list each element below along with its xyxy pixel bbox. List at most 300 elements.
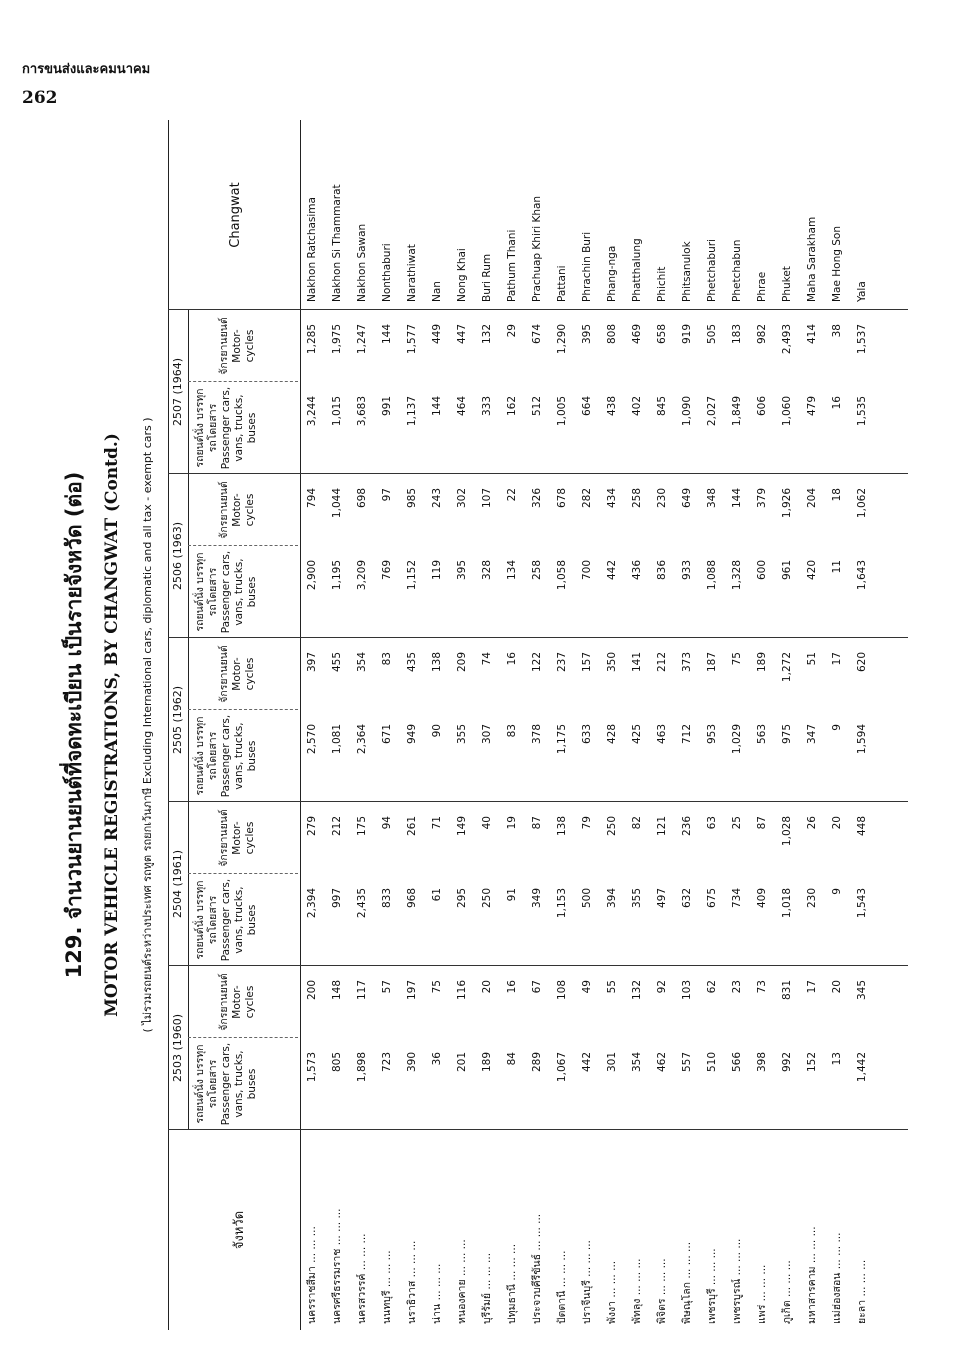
table-cell-value: 1,137 [406,396,418,427]
table-cell-value: 649 [681,488,693,509]
table-cell-value: 144 [731,488,743,509]
passenger-header: รถยนต์นั่ง บรรทุก รถโดยสาร Passenger cars, vans, trucks, buses [194,1042,258,1126]
top-rule [168,120,169,1330]
province-name-th: มหาสารคาม ... ... ... [806,1226,818,1324]
table-cell-value: 200 [306,980,318,1001]
table-cell-value: 116 [456,980,468,1001]
table-cell-value: 512 [531,396,543,417]
table-cell-value: 712 [681,724,693,745]
table-note: ( ไม่รวมรถยนต์ระหว่างประเทศ รถทูต รถยกเว้นภาษี Excluding International cars, diplomatic and all tax - exempt cars ) [141,417,154,1033]
table-cell-value: 985 [406,488,418,509]
divider-sub [188,873,298,874]
province-name-en: Phichit [656,266,668,302]
data-table [168,120,920,1330]
province-name-en: Nakhon Sawan [356,223,368,302]
table-cell-value: 794 [306,488,318,509]
column-header-province-en: Changwat [228,182,243,248]
table-cell-value: 355 [631,888,643,909]
table-cell-value: 144 [431,396,443,417]
table-cell-value: 302 [456,488,468,509]
table-cell-value: 434 [606,488,618,509]
table-cell-value: 805 [331,1052,343,1073]
table-cell-value: 57 [381,980,393,994]
table-cell-value: 949 [406,724,418,745]
table-cell-value: 148 [331,980,343,1001]
table-cell-value: 289 [531,1052,543,1073]
table-cell-value: 301 [606,1052,618,1073]
table-cell-value: 83 [381,652,393,666]
table-cell-value: 664 [581,396,593,417]
table-cell-value: 1,594 [856,724,868,755]
province-name-en: Buri Rum [481,253,493,302]
table-cell-value: 420 [806,560,818,581]
province-name-th: น่าน ... ... ... [431,1263,443,1324]
table-cell-value: 438 [606,396,618,417]
table-cell-value: 1,247 [356,324,368,355]
table-cell-value: 479 [806,396,818,417]
divider-sub [188,709,298,710]
table-cell-value: 152 [806,1052,818,1073]
table-cell-value: 138 [556,816,568,837]
table-cell-value: 505 [706,324,718,345]
province-name-th: ปัตตานี ... ... ... [556,1250,568,1324]
table-cell-value: 436 [631,560,643,581]
table-cell-value: 1,328 [731,560,743,591]
table-cell-value: 1,005 [556,396,568,427]
table-cell-value: 464 [456,396,468,417]
table-cell-value: 769 [381,560,393,581]
table-cell-value: 38 [831,324,843,338]
table-cell-value: 3,209 [356,560,368,591]
table-cell-value: 183 [731,324,743,345]
table-cell-value: 435 [406,652,418,673]
table-cell-value: 414 [806,324,818,345]
table-cell-value: 1,975 [331,324,343,355]
table-cell-value: 2,493 [781,324,793,355]
table-cell-value: 83 [506,724,518,738]
table-cell-value: 197 [406,980,418,1001]
province-name-en: Nakhon Ratchasima [306,197,318,302]
province-name-en: Nakhon Si Thammarat [331,184,343,302]
motorcycle-header: จักรยานยนต์ Motor- cycles [218,481,256,539]
table-cell-value: 94 [381,816,393,830]
table-cell-value: 3,683 [356,396,368,427]
table-cell-value: 2,900 [306,560,318,591]
table-cell-value: 189 [481,1052,493,1073]
year-header: 2504 (1961) [171,849,184,919]
table-cell-value: 16 [831,396,843,410]
province-name-en: Phrachin Buri [581,231,593,302]
table-cell-value: 675 [706,888,718,909]
table-cell-value: 9 [831,888,843,895]
table-cell-value: 442 [606,560,618,581]
table-cell-value: 409 [756,888,768,909]
table-cell-value: 982 [756,324,768,345]
table-cell-value: 20 [481,980,493,994]
table-cell-value: 1,272 [781,652,793,683]
table-cell-value: 107 [481,488,493,509]
table-title-english: MOTOR VEHICLE REGISTRATIONS, BY CHANGWAT (Contd.) [102,433,122,1017]
table-cell-value: 144 [381,324,393,345]
table-cell-value: 295 [456,888,468,909]
table-cell-value: 398 [756,1052,768,1073]
table-cell-value: 141 [631,652,643,673]
table-cell-value: 108 [556,980,568,1001]
province-name-th: นครสวรรค์ ... ... ... [356,1233,368,1324]
table-cell-value: 698 [356,488,368,509]
table-cell-value: 379 [756,488,768,509]
province-name-en: Prachuap Khiri Khan [531,195,543,302]
page-number: 262 [22,88,58,108]
table-cell-value: 29 [506,324,518,338]
table-cell-value: 831 [781,980,793,1001]
province-name-th: ปทุมธานี ... ... ... [506,1243,518,1324]
passenger-header: รถยนต์นั่ง บรรทุก รถโดยสาร Passenger cars, vans, trucks, buses [194,386,258,470]
table-cell-value: 18 [831,488,843,502]
table-cell-value: 201 [456,1052,468,1073]
province-name-th: ปราจีนบุรี ... ... ... [581,1240,593,1324]
table-cell-value: 355 [456,724,468,745]
table-cell-value: 16 [506,980,518,994]
table-cell-value: 1,290 [556,324,568,355]
table-cell-value: 836 [656,560,668,581]
table-cell-value: 84 [506,1052,518,1066]
table-cell-value: 997 [331,888,343,909]
table-cell-value: 282 [581,488,593,509]
table-cell-value: 992 [781,1052,793,1073]
table-cell-value: 632 [681,888,693,909]
province-name-en: Phetchaburi [706,239,718,302]
table-cell-value: 349 [531,888,543,909]
province-name-th: แพร่ ... ... ... [756,1264,768,1324]
table-cell-value: 209 [456,652,468,673]
table-cell-value: 157 [581,652,593,673]
motorcycle-header: จักรยานยนต์ Motor- cycles [218,317,256,375]
province-name-th: ประจวบคีรีขันธ์ ... ... ... [531,1213,543,1324]
table-cell-value: 2,027 [706,396,718,427]
table-cell-value: 187 [706,652,718,673]
table-cell-value: 510 [706,1052,718,1073]
table-cell-value: 1,088 [706,560,718,591]
province-name-en: Phrae [756,271,768,302]
table-cell-value: 700 [581,560,593,581]
table-cell-value: 261 [406,816,418,837]
table-cell-value: 90 [431,724,443,738]
table-title-thai: 129. จำนวนยานยนต์ที่จดทะเบียน เป็นรายจังหวัด (ต่อ) [62,471,86,979]
province-name-en: Nonthaburi [381,243,393,302]
province-name-th: นครศรีธรรมราช ... ... ... [331,1208,343,1324]
table-cell-value: 395 [581,324,593,345]
province-name-th: พังงา ... ... ... [606,1260,618,1324]
table-cell-value: 73 [756,980,768,994]
table-cell-value: 132 [481,324,493,345]
table-cell-value: 390 [406,1052,418,1073]
province-name-en: Narathiwat [406,244,418,302]
divider-sub [188,381,298,382]
table-cell-value: 1,898 [356,1052,368,1083]
year-header: 2503 (1960) [171,1013,184,1083]
table-cell-value: 279 [306,816,318,837]
year-header: 2505 (1962) [171,685,184,755]
table-cell-value: 26 [806,816,818,830]
table-cell-value: 968 [406,888,418,909]
table-cell-value: 11 [831,560,843,574]
table-cell-value: 250 [481,888,493,909]
table-cell-value: 326 [531,488,543,509]
table-cell-value: 671 [381,724,393,745]
table-cell-value: 71 [431,816,443,830]
table-cell-value: 833 [381,888,393,909]
table-cell-value: 449 [431,324,443,345]
table-cell-value: 1,067 [556,1052,568,1083]
table-cell-value: 189 [756,652,768,673]
table-cell-value: 345 [856,980,868,1001]
table-cell-value: 134 [506,560,518,581]
year-header: 2507 (1964) [171,357,184,427]
province-name-en: Phatthalung [631,238,643,302]
table-cell-value: 428 [606,724,618,745]
table-cell-value: 75 [731,652,743,666]
table-cell-value: 236 [681,816,693,837]
passenger-header: รถยนต์นั่ง บรรทุก รถโดยสาร Passenger cars, vans, trucks, buses [194,878,258,962]
table-cell-value: 122 [531,652,543,673]
province-name-th: เพชรบูรณ์ ... ... ... [731,1238,743,1324]
table-cell-value: 63 [706,816,718,830]
column-header-province-th: จังหวัด [232,1210,247,1250]
table-cell-value: 87 [531,816,543,830]
table-cell-value: 448 [856,816,868,837]
table-cell-value: 117 [356,980,368,1001]
table-cell-value: 347 [806,724,818,745]
table-cell-value: 678 [556,488,568,509]
table-cell-value: 19 [506,816,518,830]
table-cell-value: 620 [856,652,868,673]
table-cell-value: 230 [806,888,818,909]
table-cell-value: 103 [681,980,693,1001]
table-cell-value: 9 [831,724,843,731]
table-cell-value: 1,018 [781,888,793,919]
table-cell-value: 204 [806,488,818,509]
table-cell-value: 1,081 [331,724,343,755]
table-cell-value: 373 [681,652,693,673]
province-name-en: Pathum Thani [506,229,518,302]
table-cell-value: 1,060 [781,396,793,427]
table-cell-value: 17 [806,980,818,994]
province-name-en: Phetchabun [731,239,743,302]
table-cell-value: 1,153 [556,888,568,919]
table-cell-value: 1,577 [406,324,418,355]
table-cell-value: 25 [731,816,743,830]
table-cell-value: 49 [581,980,593,994]
table-cell-value: 51 [806,652,818,666]
province-name-en: Nan [431,281,443,302]
table-cell-value: 402 [631,396,643,417]
table-cell-value: 20 [831,816,843,830]
table-cell-value: 1,543 [856,888,868,919]
motorcycle-header: จักรยานยนต์ Motor- cycles [218,645,256,703]
province-name-en: Maha Sarakham [806,216,818,302]
province-name-en: Mae Hong Son [831,225,843,302]
divider-sub [188,1037,298,1038]
province-name-th: นครราชสีมา ... ... ... [306,1226,318,1324]
table-cell-value: 3,244 [306,396,318,427]
table-cell-value: 991 [381,396,393,417]
table-cell-value: 723 [381,1052,393,1073]
table-cell-value: 1,062 [856,488,868,519]
table-cell-value: 1,044 [331,488,343,519]
motorcycle-header: จักรยานยนต์ Motor- cycles [218,973,256,1031]
table-cell-value: 212 [331,816,343,837]
table-cell-value: 333 [481,396,493,417]
table-cell-value: 469 [631,324,643,345]
province-name-th: นนทบุรี ... ... ... [381,1250,393,1324]
table-cell-value: 212 [656,652,668,673]
table-cell-value: 1,285 [306,324,318,355]
passenger-header: รถยนต์นั่ง บรรทุก รถโดยสาร Passenger cars, vans, trucks, buses [194,714,258,798]
table-cell-value: 132 [631,980,643,1001]
year-rule [188,310,189,1130]
table-cell-value: 1,537 [856,324,868,355]
province-name-en: Phuket [781,266,793,302]
table-cell-value: 425 [631,724,643,745]
table-cell-value: 1,058 [556,560,568,591]
table-cell-value: 237 [556,652,568,673]
table-cell-value: 354 [356,652,368,673]
table-cell-value: 975 [781,724,793,745]
table-cell-value: 463 [656,724,668,745]
province-name-th: บุรีรัมย์ ... ... ... [481,1252,493,1324]
table-cell-value: 1,849 [731,396,743,427]
table-cell-value: 2,364 [356,724,368,755]
header-rule [300,120,301,1330]
table-cell-value: 1,643 [856,560,868,591]
table-cell-value: 1,090 [681,396,693,427]
table-cell-value: 17 [831,652,843,666]
table-cell-value: 121 [656,816,668,837]
table-cell-value: 328 [481,560,493,581]
table-cell-value: 633 [581,724,593,745]
table-cell-value: 36 [431,1052,443,1066]
table-cell-value: 350 [606,652,618,673]
province-name-en: Pattani [556,265,568,302]
province-name-th: พิษณุโลก ... ... ... [681,1241,693,1324]
province-name-en: Yala [856,281,868,302]
table-cell-value: 22 [506,488,518,502]
table-cell-value: 2,394 [306,888,318,919]
table-cell-value: 62 [706,980,718,994]
table-cell-value: 91 [506,888,518,902]
table-cell-value: 20 [831,980,843,994]
table-cell-value: 258 [531,560,543,581]
table-cell-value: 348 [706,488,718,509]
table-cell-value: 23 [731,980,743,994]
table-cell-value: 961 [781,560,793,581]
table-cell-value: 1,926 [781,488,793,519]
table-cell-value: 2,435 [356,888,368,919]
table-cell-value: 67 [531,980,543,994]
province-name-th: ภูเก็ต ... ... ... [781,1260,793,1324]
table-cell-value: 1,015 [331,396,343,427]
table-cell-value: 92 [656,980,668,994]
table-cell-value: 61 [431,888,443,902]
table-cell-value: 462 [656,1052,668,1073]
table-cell-value: 55 [606,980,618,994]
section-header: การขนส่งและคมนาคม [22,62,151,77]
table-cell-value: 933 [681,560,693,581]
table-cell-value: 1,195 [331,560,343,591]
table-cell-value: 87 [756,816,768,830]
table-cell-value: 74 [481,652,493,666]
province-name-th: หนองคาย ... ... ... [456,1239,468,1324]
table-cell-value: 1,175 [556,724,568,755]
table-cell-value: 397 [306,652,318,673]
table-cell-value: 394 [606,888,618,909]
table-cell-value: 16 [506,652,518,666]
table-cell-value: 258 [631,488,643,509]
table-cell-value: 378 [531,724,543,745]
province-name-th: ยะลา ... ... ... [856,1259,868,1324]
province-name-th: เพชรบุรี ... ... ... [706,1248,718,1324]
table-cell-value: 566 [731,1052,743,1073]
table-cell-value: 442 [581,1052,593,1073]
table-cell-value: 845 [656,396,668,417]
table-cell-value: 13 [831,1052,843,1066]
table-cell-value: 1,535 [856,396,868,427]
table-cell-value: 2,570 [306,724,318,755]
province-name-en: Nong Khai [456,248,468,302]
table-cell-value: 953 [706,724,718,745]
table-cell-value: 243 [431,488,443,509]
motorcycle-header: จักรยานยนต์ Motor- cycles [218,809,256,867]
table-cell-value: 1,152 [406,560,418,591]
table-cell-value: 447 [456,324,468,345]
table-cell-value: 119 [431,560,443,581]
passenger-header: รถยนต์นั่ง บรรทุก รถโดยสาร Passenger cars, vans, trucks, buses [194,550,258,634]
table-cell-value: 674 [531,324,543,345]
table-cell-value: 354 [631,1052,643,1073]
table-cell-value: 455 [331,652,343,673]
table-cell-value: 175 [356,816,368,837]
table-cell-value: 149 [456,816,468,837]
table-cell-value: 606 [756,396,768,417]
table-cell-value: 395 [456,560,468,581]
province-name-th: นราธิวาส ... ... ... [406,1240,418,1324]
table-cell-value: 557 [681,1052,693,1073]
table-cell-value: 82 [631,816,643,830]
province-name-th: แม่ฮ่องสอน ... ... ... [831,1232,843,1324]
year-header: 2506 (1963) [171,521,184,591]
province-name-th: พิจิตร ... ... ... [656,1258,668,1324]
table-cell-value: 1,573 [306,1052,318,1083]
table-cell-value: 79 [581,816,593,830]
table-cell-value: 250 [606,816,618,837]
divider-en [168,309,908,310]
table-cell-value: 307 [481,724,493,745]
table-cell-value: 600 [756,560,768,581]
table-cell-value: 734 [731,888,743,909]
table-cell-value: 563 [756,724,768,745]
table-cell-value: 1,442 [856,1052,868,1083]
table-cell-value: 138 [431,652,443,673]
table-cell-value: 808 [606,324,618,345]
table-cell-value: 230 [656,488,668,509]
table-cell-value: 75 [431,980,443,994]
table-cell-value: 658 [656,324,668,345]
province-name-th: พัทลุง ... ... ... [631,1258,643,1324]
table-cell-value: 1,029 [731,724,743,755]
rotated-table-page [58,120,918,1330]
table-cell-value: 497 [656,888,668,909]
